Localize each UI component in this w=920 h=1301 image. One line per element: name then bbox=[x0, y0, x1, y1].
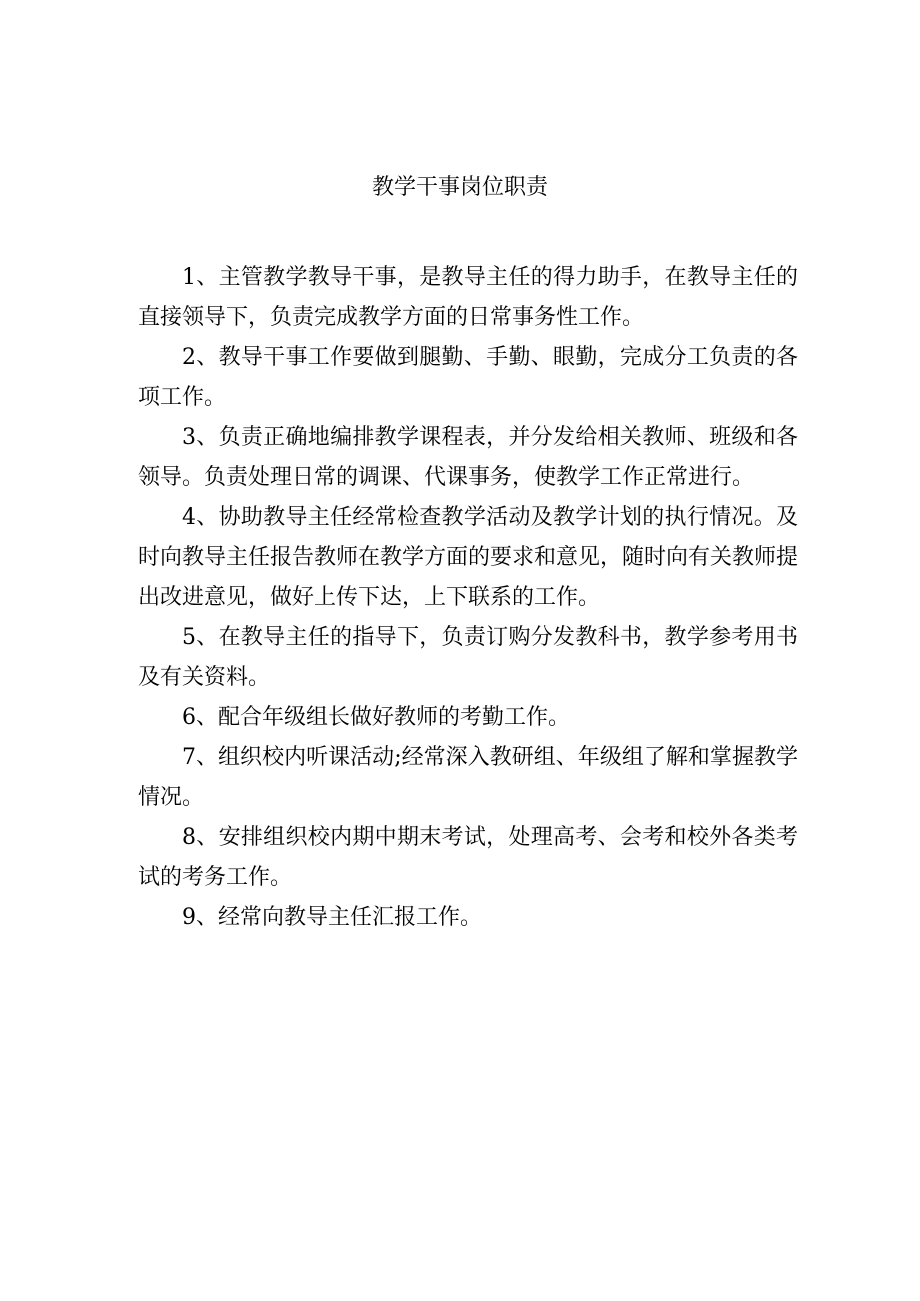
duty-item-6: 6、配合年级组长做好教师的考勤工作。 bbox=[182, 705, 570, 730]
duty-item-5: 5、在教导主任的指导下，负责订购分发教科书，教学参考用书及有关资料。 bbox=[138, 625, 798, 690]
document-body bbox=[138, 258, 798, 938]
duty-item-8: 8、安排组织校内期中期末考试，处理高考、会考和校外各类考试的考务工作。 bbox=[138, 825, 798, 890]
duty-item-9: 9、经常向教导主任汇报工作。 bbox=[182, 905, 482, 930]
duty-item-3: 3、负责正确地编排教学课程表，并分发给相关教师、班级和各领导。负责处理日常的调课、代课事务，使教学工作正常进行。 bbox=[138, 425, 798, 490]
duty-item-4: 4、协助教导主任经常检查教学活动及教学计划的执行情况。及时向教导主任报告教师在教学方面的要求和意见，随时向有关教师提出改进意见，做好上传下达，上下联系的工作。 bbox=[138, 505, 799, 610]
duty-item-1: 1、主管教学教导干事，是教导主任的得力助手，在教导主任的直接领导下，负责完成教学方面的日常事务性工作。 bbox=[138, 265, 798, 330]
duty-item-2: 2、教导干事工作要做到腿勤、手勤、眼勤，完成分工负责的各项工作。 bbox=[138, 345, 798, 410]
document-title: 教学干事岗位职责 bbox=[371, 175, 548, 200]
duty-item-7: 7、组织校内听课活动;经常深入教研组、年级组了解和掌握教学情况。 bbox=[138, 745, 798, 810]
